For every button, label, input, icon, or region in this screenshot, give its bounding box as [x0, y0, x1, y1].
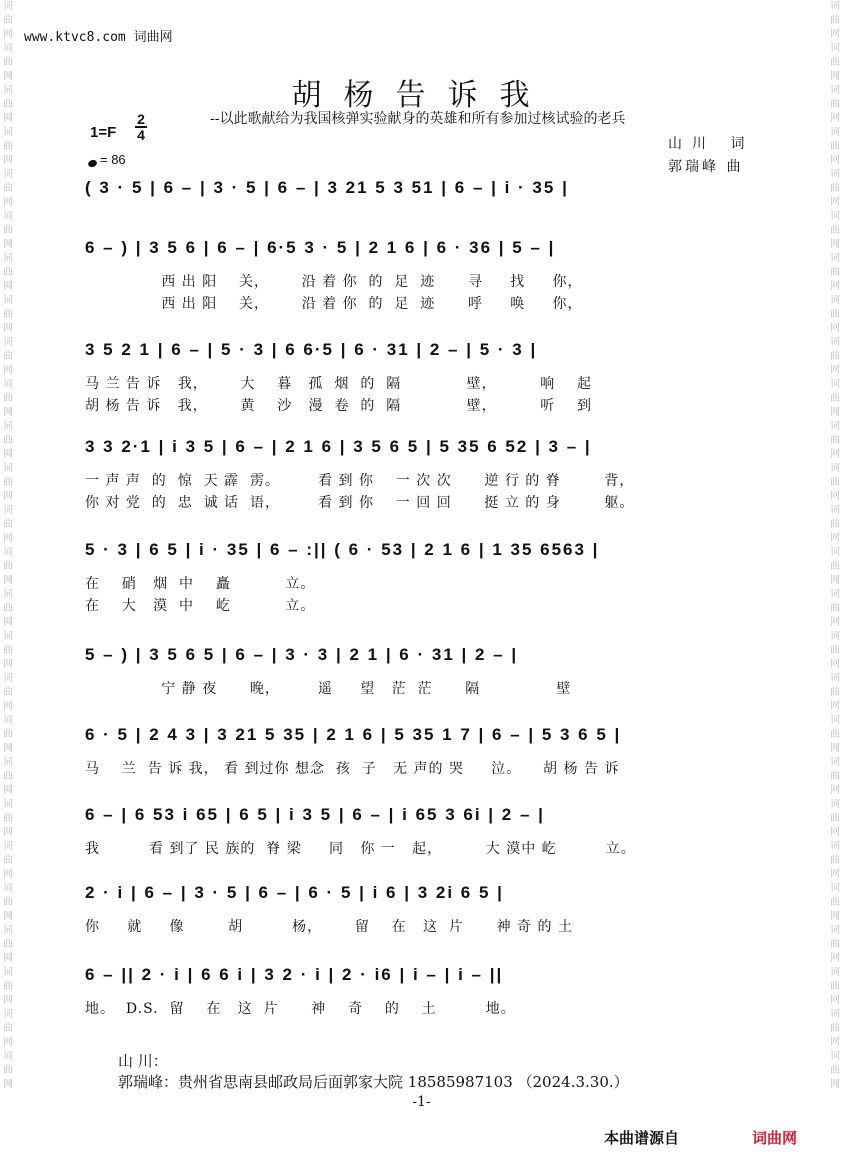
lyric-line: 西 出 阳 关， 沿 着 你 的 足 迹 呼 唤 你，: [85, 296, 583, 312]
lyricist-credit: 山川 词: [668, 136, 755, 152]
song-subtitle: --以此歌献给为我国核弹实验献身的英雄和所有参加过核试验的老兵: [210, 111, 626, 127]
notation-line: 3 3 2·1 | i 3 5 | 6 – | 2 1 6 | 3 5 6 5 | 5 35 6 52 | 3 – |: [85, 437, 592, 456]
notation-line: 6 – || 2 · i | 6 6 i | 3 2 · i | 2 · i6 | i – | i – ||: [85, 965, 504, 984]
tempo-value: = 86: [100, 152, 126, 167]
lyric-line: 胡 杨 告 诉 我， 黄 沙 漫 卷 的 隔 壁， 听 到: [85, 398, 593, 414]
notation-line: 2 · i | 6 – | 3 · 5 | 6 – | 6 · 5 | i 6 | 3 2i 6 5 |: [85, 883, 504, 902]
lyric-line: 在 大 漠 中 屹 立。: [85, 598, 316, 614]
footer-lyricist-address: 山 川：: [118, 1052, 168, 1070]
side-watermark-right: 词曲网词曲网词曲网词曲网词曲网词曲网词曲网词曲网词曲网词曲网词曲网词曲网词曲网词曲网词曲网词曲网词曲网词曲网词曲网词曲网词曲网词曲网词曲网词曲网词曲网词曲网: [830, 1, 840, 1090]
site-url: www.ktvc8.com 词曲网: [24, 30, 173, 45]
lyric-line: 在 硝 烟 中 矗 立。: [85, 576, 316, 592]
quarter-note-icon: [87, 159, 98, 169]
side-watermark-left: 词曲网词曲网词曲网词曲网词曲网词曲网词曲网词曲网词曲网词曲网词曲网词曲网词曲网词曲网词曲网词曲网词曲网词曲网词曲网词曲网词曲网词曲网词曲网词曲网词曲网词曲网: [3, 1, 13, 1090]
lyric-line: 西 出 阳 关， 沿 着 你 的 足 迹 寻 找 你，: [85, 274, 583, 290]
lyric-line: 我 看 到了 民 族的 脊 梁 同 你 一 起， 大 漠中 屹 立。: [85, 841, 636, 857]
tempo-marking: [88, 152, 126, 167]
composer-credit: 郭瑞峰 曲: [668, 159, 744, 175]
lyric-line: 地。 D.S. 留 在 这 片 神 奇 的 土 地。: [85, 1001, 516, 1017]
meter-top: 2: [137, 111, 145, 127]
page-number: -1-: [412, 1094, 431, 1110]
meter-bottom: 4: [137, 127, 145, 143]
notation-line: 6 · 5 | 2 4 3 | 3 21 5 35 | 2 1 6 | 5 35 1 7 | 6 – | 5 3 6 5 |: [85, 725, 622, 744]
notation-line: 6 – | 6 53 i 65 | 6 5 | i 3 5 | 6 – | i 65 3 6i | 2 – |: [85, 805, 545, 824]
footer-composer-address: 郭瑞峰：贵州省思南县邮政局后面郭家大院 18585987103 （2024.3.30.）: [118, 1073, 629, 1091]
brand-logo-text[interactable]: 词曲网: [752, 1130, 798, 1147]
source-label: 本曲谱源自: [604, 1130, 680, 1147]
lyric-line: 马 兰 告 诉 我， 大 暮 孤 烟 的 隔 壁， 响 起: [85, 376, 593, 392]
lyric-line: 一 声 声 的 惊 天 霹 雳。 看 到 你 一 次 次 逆 行 的 脊 背，: [85, 473, 635, 489]
notation-line: 5 – ) | 3 5 6 5 | 6 – | 3 · 3 | 2 1 | 6 · 31 | 2 – |: [85, 645, 519, 664]
key-signature: 1=F: [90, 124, 117, 141]
notation-line: 6 – ) | 3 5 6 | 6 – | 6·5 3 · 5 | 2 1 6 | 6 · 36 | 5 – |: [85, 238, 556, 257]
lyric-line: 你 就 像 胡 杨， 留 在 这 片 神 奇 的 土: [85, 919, 573, 935]
lyric-line: 宁 静 夜 晚， 遥 望 茫 茫 隔 壁: [85, 681, 572, 697]
notation-line: 5 · 3 | 6 5 | i · 35 | 6 – :|| ( 6 · 53 | 2 1 6 | 1 35 6563 |: [85, 540, 600, 559]
song-title: 胡杨告诉我: [291, 78, 552, 113]
notation-line: ( 3 · 5 | 6 – | 3 · 5 | 6 – | 3 21 5 3 51 | 6 – | i · 35 |: [85, 178, 569, 197]
notation-line: 3 5 2 1 | 6 – | 5 · 3 | 6 6·5 | 6 · 31 | 2 – | 5 · 3 |: [85, 340, 538, 359]
lyric-line: 你 对 党 的 忠 诚 话 语， 看 到 你 一 回 回 挺 立 的 身 躯。: [85, 495, 635, 511]
lyric-line: 马 兰 告 诉 我， 看 到过你 想念 孩 子 无 声的 哭 泣。 胡 杨 告 诉: [85, 761, 620, 777]
time-signature: [135, 112, 147, 142]
